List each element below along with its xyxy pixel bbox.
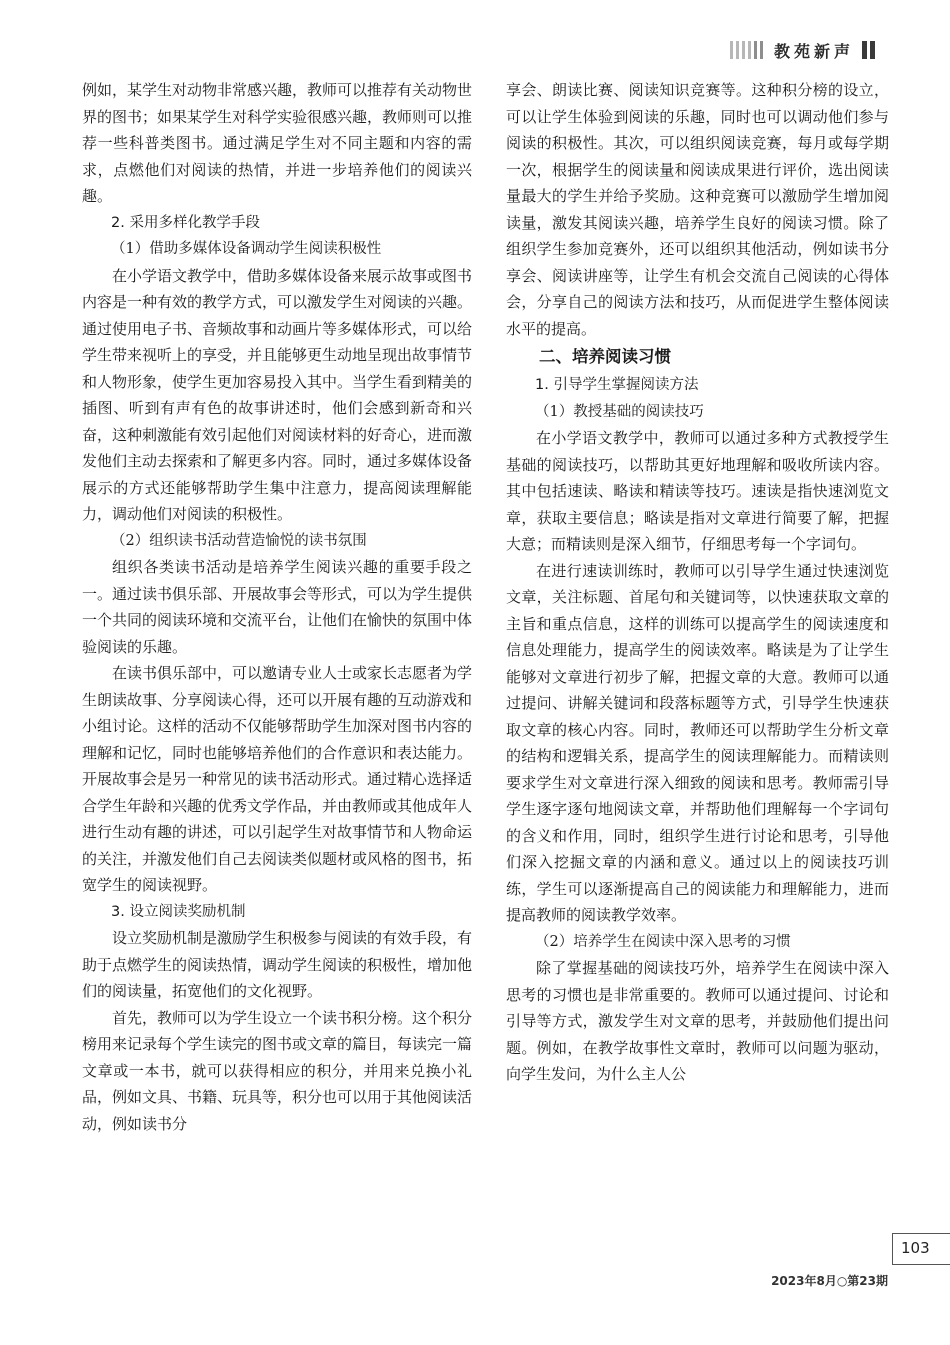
journal-section-title: 教苑新声 (773, 41, 854, 61)
sub-subsection-heading: （1）借助多媒体设备调动学生阅读积极性 (111, 241, 382, 257)
sub-subsection-heading: （1）教授基础的阅读技巧 (535, 403, 704, 420)
decorative-bars-right (862, 41, 878, 59)
paragraph: 在小学语文教学中，借助多媒体设备来展示故事或图书内容是一种有效的教学方式，可以激发学生对阅读的兴趣。通过使用电子书、音频故事和动画片等多媒体形式，可以给学生带来视听上的享受，并且能够更生动地呈现出故事情节和人物形象，使学生更加容易投入其中。当学生看到精美的插图、听到有声有色的故事讲述时，他们会感到新奇和兴奋，这种刺激能有效引起他们对阅读材料的好奇心，进而激发他们主动去探索和了解更多内容。同时，通过多媒体设备展示的方式还能够帮助学生集中注意力，提高阅读理解能力，调动他们对阅读的积极性。 (82, 266, 473, 523)
journal-header (730, 38, 878, 62)
section-heading: 二、培养阅读习惯 (539, 347, 671, 366)
page-number: 103 (901, 1239, 930, 1257)
right-column (506, 77, 889, 1088)
decorative-bars-left (730, 41, 766, 59)
paragraph: 在读书俱乐部中，可以邀请专业人士或家长志愿者为学生朗读故事、分享阅读心得，还可以开展有趣的互动游戏和小组讨论。这样的活动不仅能够帮助学生加深对图书内容的理解和记忆，同时也能够培养他们的合作意识和表达能力。开展故事会是另一种常见的读书活动形式。通过精心选择适合学生年龄和兴趣的优秀文学作品，并由教师或其他成年人进行生动有趣的讲述，可以引起学生对故事情节和人物命运的关注，并激发他们自己去阅读类似题材或风格的图书，拓宽学生的阅读视野。 (82, 664, 473, 894)
subsection-heading: 2. 采用多样化教学手段 (111, 214, 260, 231)
left-column (82, 77, 472, 1137)
paragraph: 设立奖励机制是激励学生积极参与阅读的有效手段，有助于点燃学生的阅读热情，调动学生阅读的积极性，增加他们的阅读量，拓宽他们的文化视野。 (82, 929, 473, 1000)
paragraph: 在进行速读训练时，教师可以引导学生通过快速浏览文章，关注标题、首尾句和关键词等，以快速获取文章的主旨和重点信息，这样的训练可以提高学生的阅读速度和信息处理能力，提高学生的阅读效率。略读是为了让学生能够对文章进行初步了解，把握文章的大意。教师可以通过提问、讲解关键词和段落标题等方式，引导学生快速获取文章的核心内容。同时，教师还可以帮助学生分析文章的结构和逻辑关系，提高学生的阅读理解能力。而精读则要求学生对文章进行深入细致的阅读和思考。教师需引导学生逐字逐句地阅读文章，并帮助他们理解每一个字词句的含义和作用，同时，组织学生进行讨论和思考，引导他们深入挖掘文章的内涵和意义。通过以上的阅读技巧训练，学生可以逐渐提高自己的阅读能力和理解能力，进而提高教师的阅读教学效率。 (506, 561, 889, 924)
sub-subsection-heading: （2）组织读书活动营造愉悦的读书氛围 (111, 532, 367, 549)
issue-info: 2023年8月○第23期 (771, 1274, 888, 1288)
paragraph: 在小学语文教学中，教师可以通过多种方式教授学生基础的阅读技巧，以帮助其更好地理解和吸收所读内容。其中包括速读、略读和精读等技巧。速读是指快速浏览文章，获取主要信息；略读是指对文章进行简要了解，把握大意；而精读则是深入细节，仔细思考每一个字词句。 (506, 429, 889, 553)
page-number-box (892, 1233, 950, 1265)
paragraph-continued: 例如，某学生对动物非常感兴趣，教师可以推荐有关动物世界的图书；如果某学生对科学实验很感兴趣，教师则可以推荐一些科普类图书。通过满足学生对不同主题和内容的需求，点燃他们对阅读的热情，并进一步培养他们的阅读兴趣。 (82, 81, 473, 205)
subsection-heading: 3. 设立阅读奖励机制 (111, 903, 246, 920)
subsection-heading: 1. 引导学生掌握阅读方法 (535, 377, 699, 393)
paragraph: 除了掌握基础的阅读技巧外，培养学生在阅读中深入思考的习惯也是非常重要的。教师可以通过提问、讨论和引导等方式，激发学生对文章的思考，并鼓励他们提出问题。例如，在教学故事性文章时，教师可以问题为驱动，向学生发问，为什么主人公 (506, 959, 889, 1083)
paragraph: 组织各类读书活动是培养学生阅读兴趣的重要手段之一。通过读书俱乐部、开展故事会等形式，可以为学生提供一个共同的阅读环境和交流平台，让他们在愉快的氛围中体验阅读的乐趣。 (82, 558, 473, 656)
paragraph: 首先，教师可以为学生设立一个读书积分榜。这个积分榜用来记录每个学生读完的图书或文章的篇目，每读完一篇文章或一本书，就可以获得相应的积分，并用来兑换小礼品，例如文具、书籍、玩具等，积分也可以用于其他阅读活动，例如读书分 (82, 1008, 473, 1133)
paragraph-continued: 享会、朗读比赛、阅读知识竞赛等。这种积分榜的设立，可以让学生体验到阅读的乐趣，同时也可以调动他们参与阅读的积极性。其次，可以组织阅读竞赛，每月或每学期一次，根据学生的阅读量和阅读成果进行评价，选出阅读量最大的学生并给予奖励。这种竞赛可以激励学生增加阅读量，激发其阅读兴趣，培养学生良好的阅读习惯。除了组织学生参加竞赛外，还可以组织其他活动，例如读书分享会、阅读讲座等，让学生有机会交流自己阅读的心得体会，分享自己的阅读方法和技巧，从而促进学生整体阅读水平的提高。 (506, 81, 889, 338)
sub-subsection-heading: （2）培养学生在阅读中深入思考的习惯 (535, 933, 791, 950)
